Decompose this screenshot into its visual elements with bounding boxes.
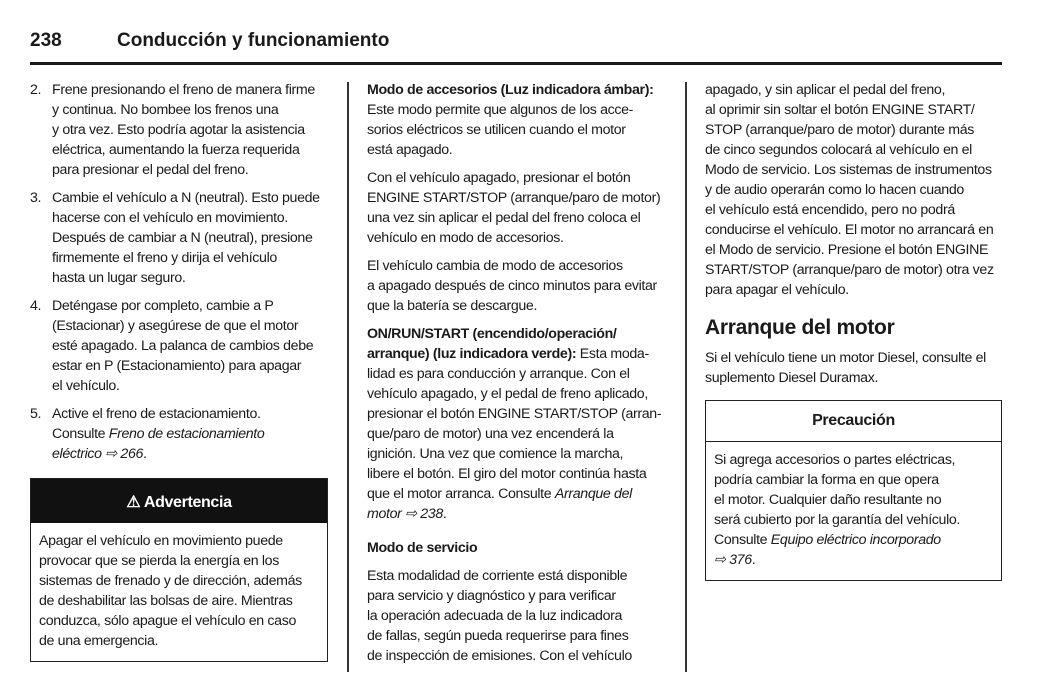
caution-body — [706, 442, 1001, 580]
text-line: para presionar el pedal del freno. — [52, 162, 249, 178]
column-1 — [30, 80, 328, 662]
step-number: 5. — [30, 406, 42, 422]
text-line: Deténgase por completo, cambie a P — [52, 298, 274, 314]
text-line: ignición. Una vez que comience la marcha, — [367, 446, 624, 462]
text-line: vehículo apagado, y el pedal de freno aplicado, — [367, 386, 648, 402]
text-line: (Estacionar) y asegúrese de que el motor — [52, 318, 299, 334]
page-number: 238 — [30, 30, 62, 51]
text-line: el Modo de servicio. Presione el botón ENGINE — [705, 242, 989, 258]
text-line: y otra vez. Esto podría agotar la asistencia — [52, 122, 305, 138]
text-line: Si el vehículo tiene un motor Diesel, consulte el — [705, 350, 986, 366]
bold-label: Modo de accesorios (Luz indicadora ámbar): — [367, 82, 654, 98]
text-line: Frene presionando el freno de manera firme — [52, 82, 315, 98]
cross-reference: Arranque del — [554, 486, 632, 502]
text-line: el motor. Cualquier daño resultante no — [714, 492, 942, 508]
text-line: Después de cambiar a N (neutral), presione — [52, 230, 313, 246]
text-line: START/STOP (arranque/paro de motor) otra vez — [705, 262, 994, 278]
bold-label: arranque) (luz indicadora verde): — [367, 346, 577, 362]
step-number: 2. — [30, 82, 42, 98]
column-divider — [685, 82, 687, 672]
subsection-heading: Modo de servicio — [367, 540, 478, 556]
text-line: está apagado. — [367, 142, 453, 158]
text-line: sistemas de frenado y de dirección, además — [39, 573, 302, 589]
cross-reference: Equipo eléctrico incorporado — [770, 532, 941, 548]
text-run: Esta moda- — [576, 346, 649, 362]
caution-title: Precaución — [706, 401, 1001, 442]
text-line: podría cambiar la forma en que opera — [714, 472, 939, 488]
text-line: la operación adecuada de la luz indicadora — [367, 608, 623, 624]
text-line: que la batería se descargue. — [367, 298, 538, 314]
text-line: a apagado después de cinco minutos para evitar — [367, 278, 657, 294]
text-line — [367, 324, 667, 344]
text-line — [367, 80, 667, 100]
numbered-step — [30, 80, 328, 180]
text-line: de deshabilitar las bolsas de aire. Mientras — [39, 593, 293, 609]
text-line — [714, 550, 993, 570]
text-line: conduzca, sólo apague el vehículo en caso — [39, 613, 296, 629]
text-line: y continua. No bombee los frenos una — [52, 102, 279, 118]
paragraph — [367, 80, 667, 160]
text-line: Apagar el vehículo en movimiento puede — [39, 533, 283, 549]
text-line: el vehículo. — [52, 378, 120, 394]
text-line: para apagar el vehículo. — [705, 282, 849, 298]
cross-reference: eléctrico ⇨ 266 — [52, 446, 144, 462]
text-run: . — [442, 506, 447, 522]
text-line: y de audio operarán como lo hacen cuando — [705, 182, 964, 198]
text-line: Este modo permite que algunos de los acce- — [367, 102, 634, 118]
text-line — [52, 444, 328, 464]
text-line: El vehículo cambia de modo de accesorios — [367, 258, 623, 274]
text-line: Cambie el vehículo a N (neutral). Esto puede — [52, 190, 320, 206]
text-line: ENGINE START/STOP (arranque/paro de motor) — [367, 190, 661, 206]
text-line: libere el botón. El giro del motor continúa hasta — [367, 466, 647, 482]
text-line: que/paro de motor) una vez encenderá la — [367, 426, 614, 442]
cross-reference: Freno de estacionamiento — [108, 426, 265, 442]
text-line: esté apagado. La palanca de cambios debe — [52, 338, 314, 354]
column-3 — [705, 80, 1002, 581]
text-line: estar en P (Estacionamiento) para apagar — [52, 358, 302, 374]
text-run: que el motor arranca. Consulte — [367, 486, 555, 502]
cross-reference: ⇨ 376 — [714, 552, 752, 568]
text-line: de inspección de emisiones. Con el vehículo — [367, 648, 632, 664]
column-2 — [367, 80, 667, 674]
text-line: de cinco segundos colocará al vehículo en el — [705, 142, 972, 158]
bold-label: ON/RUN/START (encendido/operación/ — [367, 326, 617, 342]
text-line: Con el vehículo apagado, presionar el botón — [367, 170, 631, 186]
text-line: será cubierto por la garantía del vehículo. — [714, 512, 960, 528]
numbered-step — [30, 296, 328, 396]
text-line — [367, 344, 667, 364]
section-title: Conducción y funcionamiento — [117, 30, 390, 51]
text-line: Active el freno de estacionamiento. — [52, 406, 261, 422]
paragraph — [367, 168, 667, 248]
cross-reference: motor ⇨ 238 — [367, 506, 443, 522]
text-line: lidad es para conducción y arranque. Con el — [367, 366, 630, 382]
paragraph — [705, 348, 1002, 388]
numbered-step — [30, 188, 328, 288]
text-run: Consulte — [714, 532, 771, 548]
text-line: Esta modalidad de corriente está disponible — [367, 568, 628, 584]
column-divider — [347, 82, 349, 672]
numbered-step — [30, 404, 328, 464]
text-line — [367, 484, 667, 504]
paragraph — [367, 324, 667, 524]
text-line: para servicio y diagnóstico y para verificar — [367, 588, 616, 604]
text-line: hasta un lugar seguro. — [52, 270, 186, 286]
text-line: una vez sin aplicar el pedal del freno coloca el — [367, 210, 641, 226]
text-line — [367, 504, 667, 524]
text-line: conducirse el vehículo. El motor no arrancará en — [705, 222, 994, 238]
step-number: 4. — [30, 298, 42, 314]
step-number: 3. — [30, 190, 42, 206]
text-line: sorios eléctricos se utilicen cuando el motor — [367, 122, 626, 138]
text-line: de fallas, según pueda requerirse para fines — [367, 628, 629, 644]
text-line: Si agrega accesorios o partes eléctricas, — [714, 452, 956, 468]
paragraph — [367, 566, 667, 666]
text-line: presionar el botón ENGINE START/STOP (arran- — [367, 406, 662, 422]
text-line — [714, 530, 993, 550]
text-line: el vehículo está encendido, pero no podrá — [705, 202, 955, 218]
section-heading: Arranque del motor — [705, 316, 895, 339]
text-line: suplemento Diesel Duramax. — [705, 370, 879, 386]
text-line: al oprimir sin soltar el botón ENGINE START/ — [705, 102, 975, 118]
text-line: vehículo en modo de accesorios. — [367, 230, 564, 246]
text-line: Modo de servicio. Los sistemas de instrumentos — [705, 162, 992, 178]
text-run: Consulte — [52, 426, 109, 442]
text-line: apagado, y sin aplicar el pedal del freno, — [705, 82, 946, 98]
text-line: provocar que se pierda la energía en los — [39, 553, 279, 569]
text-line — [52, 424, 328, 444]
warning-body — [31, 523, 327, 661]
text-line: eléctrica, aumentando la fuerza requerida — [52, 142, 300, 158]
text-line: hacerse con el vehículo en movimiento. — [52, 210, 288, 226]
text-line: de una emergencia. — [39, 633, 159, 649]
text-run: . — [751, 552, 756, 568]
text-run: . — [143, 446, 147, 462]
text-line: firmemente el freno y dirija el vehículo — [52, 250, 277, 266]
header-rule — [30, 62, 1002, 65]
paragraph — [705, 80, 1002, 300]
warning-title: ⚠ Advertencia — [31, 479, 327, 523]
paragraph — [367, 256, 667, 316]
text-line: STOP (arranque/paro de motor) durante más — [705, 122, 975, 138]
caution-box — [705, 400, 1002, 581]
warning-box — [30, 478, 328, 662]
